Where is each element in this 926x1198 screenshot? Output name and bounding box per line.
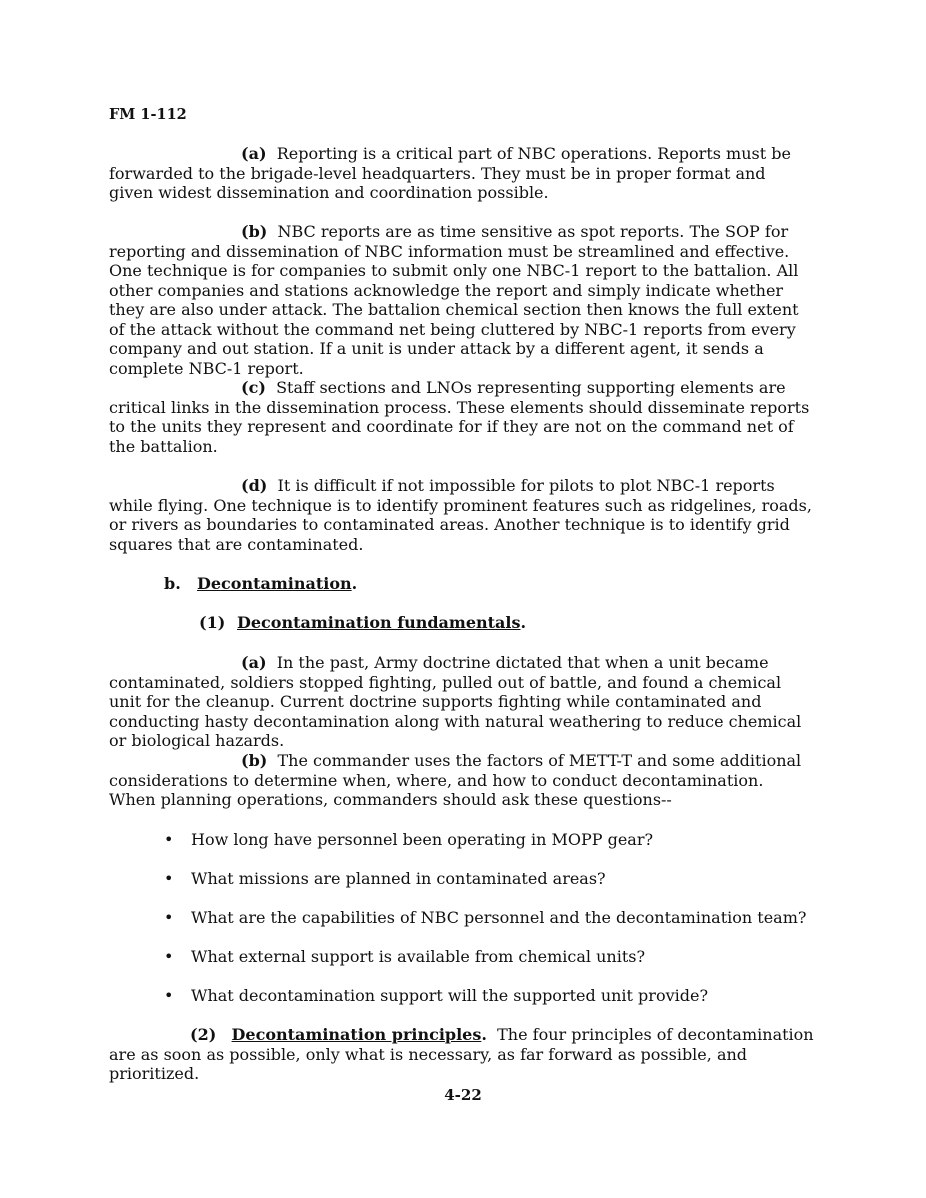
list-item: [164, 947, 814, 986]
subsection-title: Decontamination fundamentals: [237, 613, 521, 632]
bullet-icon: •: [164, 986, 174, 1005]
list-item: [164, 986, 814, 1025]
bullet-icon: •: [164, 947, 174, 966]
paragraph-a-reporting: [109, 144, 814, 203]
section-number: b.: [164, 574, 181, 593]
paragraph-text: The four principles of decontamination are as soon as possible, only what is necessary, as far forward as possible, and prioritized.: [109, 1025, 814, 1083]
subsection-suffix: .: [520, 613, 527, 632]
paragraph-text: In the past, Army doctrine dictated that when a unit became contaminated, soldiers stopped fighting, pulled out of battle, and found a chemical unit for the cleanup. Current doctrine supports fighting while contaminated and conducting hasty decontamination along with natural weathering to reduce chemical or biological hazards.: [109, 653, 802, 750]
paragraph-text: It is difficult if not impossible for pilots to plot NBC-1 reports while flying. One technique is to identify prominent features such as ridgelines, roads, or rivers as boundaries to contaminated areas. Another technique is to identify grid squares that are contaminated.: [109, 476, 812, 554]
document-header: FM 1-112: [109, 106, 187, 123]
list-item: [164, 908, 814, 947]
paragraph-b-nbc-reports: [109, 222, 814, 378]
paragraph-label: (a): [241, 144, 267, 163]
paragraph-d-pilots: [109, 476, 814, 554]
paragraph-text: NBC reports are as time sensitive as spot reports. The SOP for reporting and dissemination of NBC information must be streamlined and effective. One technique is for companies to submit only one NBC-1 report to the battalion. All other companies and stations acknowledge the report and simply indicate whether they are also under attack. The battalion chemical section then knows the full extent of the attack without the command net being cluttered by NBC-1 reports from every company and out station. If a unit is under attack by a different agent, it sends a complete NBC-1 report.: [109, 222, 799, 378]
section-heading-decontamination: [164, 574, 357, 593]
subsection-number: (1): [199, 613, 226, 632]
paragraph-c-staff-sections: [109, 378, 814, 456]
subsection-title: Decontamination principles: [231, 1025, 482, 1044]
question-list: [164, 830, 814, 1025]
bullet-icon: •: [164, 869, 174, 888]
paragraph-text: Reporting is a critical part of NBC operations. Reports must be forwarded to the brigade-level headquarters. They must be in proper format and given widest dissemination and coordination possible.: [109, 144, 791, 202]
list-item-text: What external support is available from chemical units?: [191, 947, 646, 966]
section-suffix: .: [351, 574, 358, 593]
list-item-text: What are the capabilities of NBC personnel and the decontamination team?: [191, 908, 807, 927]
bullet-icon: •: [164, 908, 174, 927]
list-item: [164, 830, 814, 869]
subsection-heading-fundamentals: [199, 613, 526, 632]
paragraph-2-principles: [109, 1025, 814, 1084]
paragraph-1b-mett-t: [109, 751, 814, 810]
paragraph-label: (b): [241, 222, 268, 241]
paragraph-label: (b): [241, 751, 268, 770]
bullet-icon: •: [164, 830, 174, 849]
subsection-suffix: .: [481, 1025, 487, 1044]
page-number: 4-22: [444, 1086, 482, 1104]
paragraph-text: The commander uses the factors of METT-T and some additional considerations to determine when, where, and how to conduct decontamination. When planning operations, commanders should ask these questions--: [109, 751, 802, 809]
list-item-text: How long have personnel been operating in MOPP gear?: [191, 830, 654, 849]
subsection-number: (2): [190, 1025, 217, 1044]
paragraph-1a-doctrine: [109, 653, 814, 751]
list-item-text: What missions are planned in contaminated areas?: [191, 869, 606, 888]
paragraph-label: (a): [241, 653, 267, 672]
list-item-text: What decontamination support will the supported unit provide?: [191, 986, 709, 1005]
list-item: [164, 869, 814, 908]
paragraph-text: Staff sections and LNOs representing supporting elements are critical links in the dissemination process. These elements should disseminate reports to the units they represent and coordinate for if they are not on the command net of the battalion.: [109, 378, 810, 456]
paragraph-label: (d): [241, 476, 268, 495]
paragraph-label: (c): [241, 378, 266, 397]
section-title: Decontamination: [197, 574, 352, 593]
